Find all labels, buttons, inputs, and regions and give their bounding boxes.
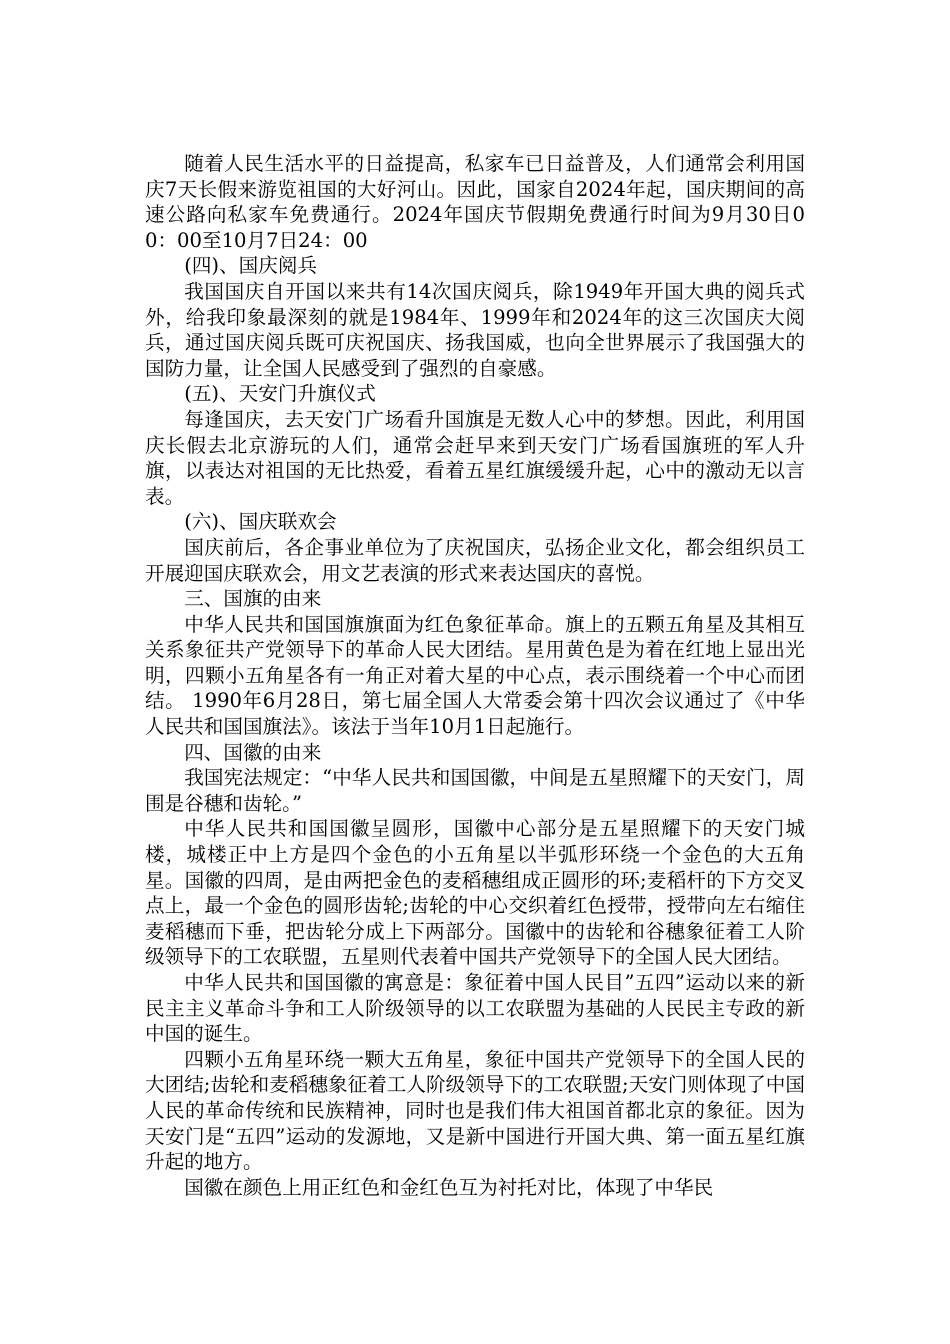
document-body <box>145 151 805 1200</box>
heading-emblem-origin: 四、国徽的由来 <box>184 740 322 764</box>
paragraph-constitution-emblem: 我国宪法规定：“中华人民共和国国徽，中间是五星照耀下的天安门，周围是谷穗和齿轮。” <box>145 766 805 815</box>
heading-national-day-parade: (四)、国庆阅兵 <box>184 254 318 278</box>
paragraph-parade: 我国国庆自开国以来共有14次国庆阅兵，除1949年开国大典的阅兵式外，给我印象最深刻的就是1984年、1999年和2024年的这三次国庆大阅兵，通过国庆阅兵既可庆祝国庆、扬我国威，也向全世界展示了我国强大的国防力量，让全国人民感受到了强烈的自豪感。 <box>145 279 805 380</box>
paragraph-emblem-description: 中华人民共和国国徽呈圆形，国徽中心部分是五星照耀下的天安门城楼，城楼正中上方是四个金色的小五角星以半弧形环绕一个金色的大五角星。国徽的四周，是由两把金色的麦稻穗组成正圆形的环;麦稻杆的下方交叉点上，最一个金色的圆形齿轮;齿轮的中心交织着红色授带，授带向左右缩住麦稻穗而下垂，把齿轮分成上下两部分。国徽中的齿轮和谷穗象征着工人阶级领导下的工农联盟，五星则代表着中国共产党领导下的全国人民大团结。 <box>145 817 805 969</box>
paragraph-flag-raising: 每逢国庆，去天安门广场看升国旗是无数人心中的梦想。因此，利用国庆长假去北京游玩的人们，通常会赶早来到天安门广场看国旗班的军人升旗，以表达对祖国的无比热爱，看着五星红旗缓缓升起，心中的激动无以言表。 <box>145 407 805 508</box>
heading-flag-origin: 三、国旗的由来 <box>184 587 322 611</box>
heading-flag-raising: (五)、天安门升旗仪式 <box>184 382 376 406</box>
paragraph-emblem-meaning: 中华人民共和国国徽的寓意是：象征着中国人民目”五四”运动以来的新民主主义革命斗争和工人阶级领导的以工农联盟为基础的人民民主专政的新中国的诞生。 <box>145 971 805 1046</box>
paragraph-emblem-symbolism: 四颗小五角星环绕一颗大五角星，象征中国共产党领导下的全国人民的大团结;齿轮和麦稻穗象征着工人阶级领导下的工农联盟;天安门则体现了中国人民的革命传统和民族精神，同时也是我们伟大祖国首都北京的象征。因为天安门是“五四”运动的发源地，又是新中国进行开国大典、第一面五星红旗升起的地方。 <box>145 1047 805 1174</box>
paragraph-emblem-colors: 国徽在颜色上用正红色和金红色互为衬托对比，体现了中华民 <box>184 1175 714 1199</box>
heading-gala: (六)、国庆联欢会 <box>184 510 337 534</box>
paragraph-holiday-free-toll: 随着人民生活水平的日益提高，私家车已日益普及，人们通常会利用国庆7天长假来游览祖国的大好河山。因此，国家自2024年起，国庆期间的高速公路向私家车免费通行。2024年国庆节假期免费通行时间为9月30日00：00至10月7日24：00 <box>145 152 805 252</box>
paragraph-gala: 国庆前后，各企事业单位为了庆祝国庆，弘扬企业文化，都会组织员工开展迎国庆联欢会，用文艺表演的形式来表达国庆的喜悦。 <box>145 535 805 585</box>
paragraph-flag-origin: 中华人民共和国国旗旗面为红色象征革命。旗上的五颗五角星及其相互关系象征共产党领导下的革命人民大团结。星用黄色是为着在红地上显出光明，四颗小五角星各有一角正对着大星的中心点，表示围绕着一个中心而团结。 1990年6月28日，第七届全国人大常委会第十四次会议通过了《中华人民共和国国旗法》。该法于当年10月1日起施行。 <box>145 612 805 739</box>
